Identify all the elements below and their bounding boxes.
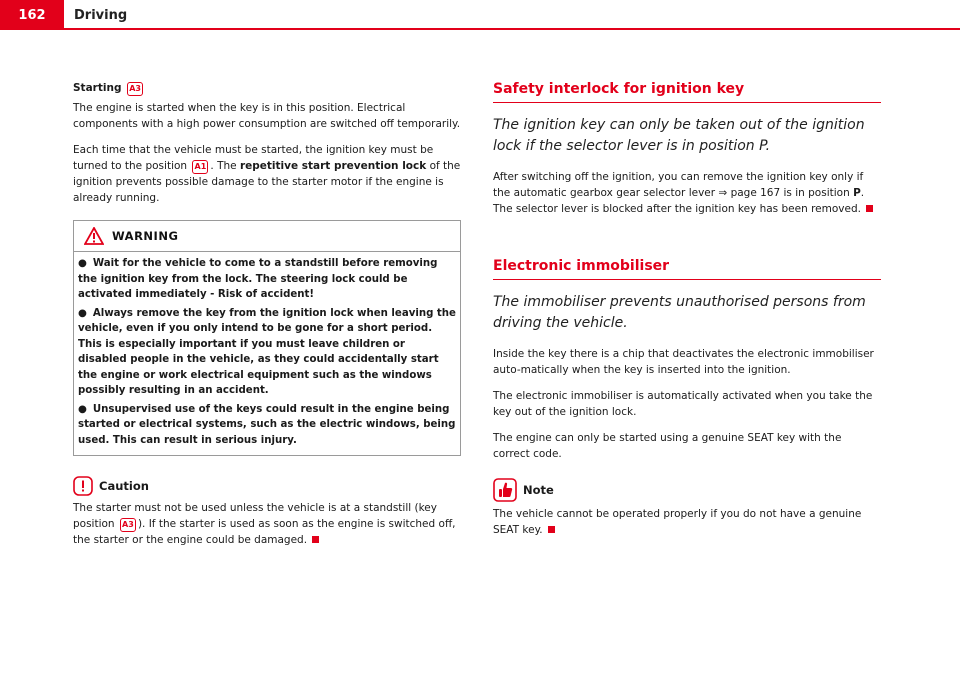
warning-item-text: Always remove the key from the ignition lock when leaving the vehicle, even if you only intend to be gone for a short period. This is especially important if you must leave children or disabled people in the vehicle, as they could accidentally start the engine or work electrical equipment such as the windows possibly resulting in an accident. (78, 307, 456, 396)
caution-text-b: ). If the starter is used as soon as the engine is switched off, the starter or the engine could be damaged. (73, 518, 456, 546)
interlock-text-c: . The selector lever is blocked after the ignition key has been removed. (493, 187, 865, 215)
warning-header (74, 221, 460, 252)
interlock-text-a: After switching off the ignition, you can remove the ignition key only if the automatic gearbox gear selector lever (493, 171, 864, 199)
bullet-icon: ● (78, 258, 87, 269)
warning-item (78, 306, 456, 399)
starting-paragraph-2 (73, 142, 461, 206)
selector-position-p: P (853, 187, 861, 199)
key-position-badge: A3 (127, 82, 143, 96)
immobiliser-paragraph-1: Inside the key there is a chip that deactivates the electronic immobiliser auto-matically when the key is inserted into the ignition. (493, 348, 874, 376)
starting-heading-text: Starting (73, 82, 122, 94)
note-hand-icon (493, 478, 517, 502)
immobiliser-lead: The immobiliser prevents unauthorised persons from driving the vehicle. (493, 294, 866, 331)
end-square-icon (548, 526, 555, 533)
caution-exclamation-icon (73, 476, 93, 496)
starting-paragraph-1: The engine is started when the key is in this position. Electrical components with a high power consumption are switched off temporarily. (73, 102, 461, 130)
warning-box (73, 220, 461, 456)
key-position-badge: A1 (192, 160, 208, 174)
para2-text-b: . The (210, 160, 237, 172)
warning-item (78, 256, 456, 303)
para2-text-c: of the ignition prevents possible damage to the starter motor if the engine is already running. (73, 160, 461, 204)
header-rule (64, 28, 960, 30)
immobiliser-paragraph-3: The engine can only be started using a genuine SEAT key with the correct code. (493, 432, 842, 460)
warning-item-text: Unsupervised use of the keys could result in the engine being started or electrical systems, such as the electric windows, being used. This can result in serious injury. (78, 403, 456, 446)
warning-title: WARNING (112, 229, 179, 243)
immobiliser-heading: Electronic immobiliser (493, 257, 881, 280)
immobiliser-section (493, 257, 881, 538)
caution-text-a: The starter must not be used unless the vehicle is at a standstill (key position (73, 502, 437, 530)
caution-header (73, 476, 461, 496)
note-text (493, 506, 881, 538)
safety-interlock-heading: Safety interlock for ignition key (493, 80, 881, 103)
end-square-icon (866, 205, 873, 212)
end-square-icon (312, 536, 319, 543)
safety-interlock-lead: The ignition key can only be taken out of the ignition lock if the selector lever is in position P. (493, 117, 865, 154)
starting-subheading (73, 80, 461, 96)
safety-interlock-body (493, 169, 881, 217)
warning-item (78, 402, 456, 449)
key-position-badge: A3 (120, 518, 136, 532)
warning-body (74, 252, 460, 455)
caution-text (73, 500, 461, 548)
warning-triangle-icon (84, 227, 104, 245)
immobiliser-paragraph-2: The electronic immobiliser is automatically activated when you take the key out of the ignition lock. (493, 390, 873, 418)
bullet-icon: ● (78, 307, 87, 319)
interlock-text-b: page 167 is in position (730, 187, 850, 199)
bullet-icon: ● (78, 403, 87, 415)
page-number: 162 (0, 0, 64, 30)
note-header (493, 478, 881, 502)
warning-item-text: Wait for the vehicle to come to a standstill before removing the ignition key from the lock. The steering lock could be activated immediately - Risk of accident! (78, 258, 438, 300)
note-text-body: The vehicle cannot be operated properly if you do not have a genuine SEAT key. (493, 508, 862, 536)
left-column (73, 80, 461, 558)
para2-bold-term: repetitive start prevention lock (239, 160, 427, 172)
note-title: Note (523, 483, 554, 497)
right-column (493, 80, 881, 548)
page-ref-arrow-icon: ⇒ (718, 187, 728, 199)
para2-text-a: Each time that the vehicle must be started, the ignition key must be turned to the position (73, 144, 434, 172)
section-title: Driving (74, 8, 128, 23)
caution-title: Caution (99, 479, 149, 493)
